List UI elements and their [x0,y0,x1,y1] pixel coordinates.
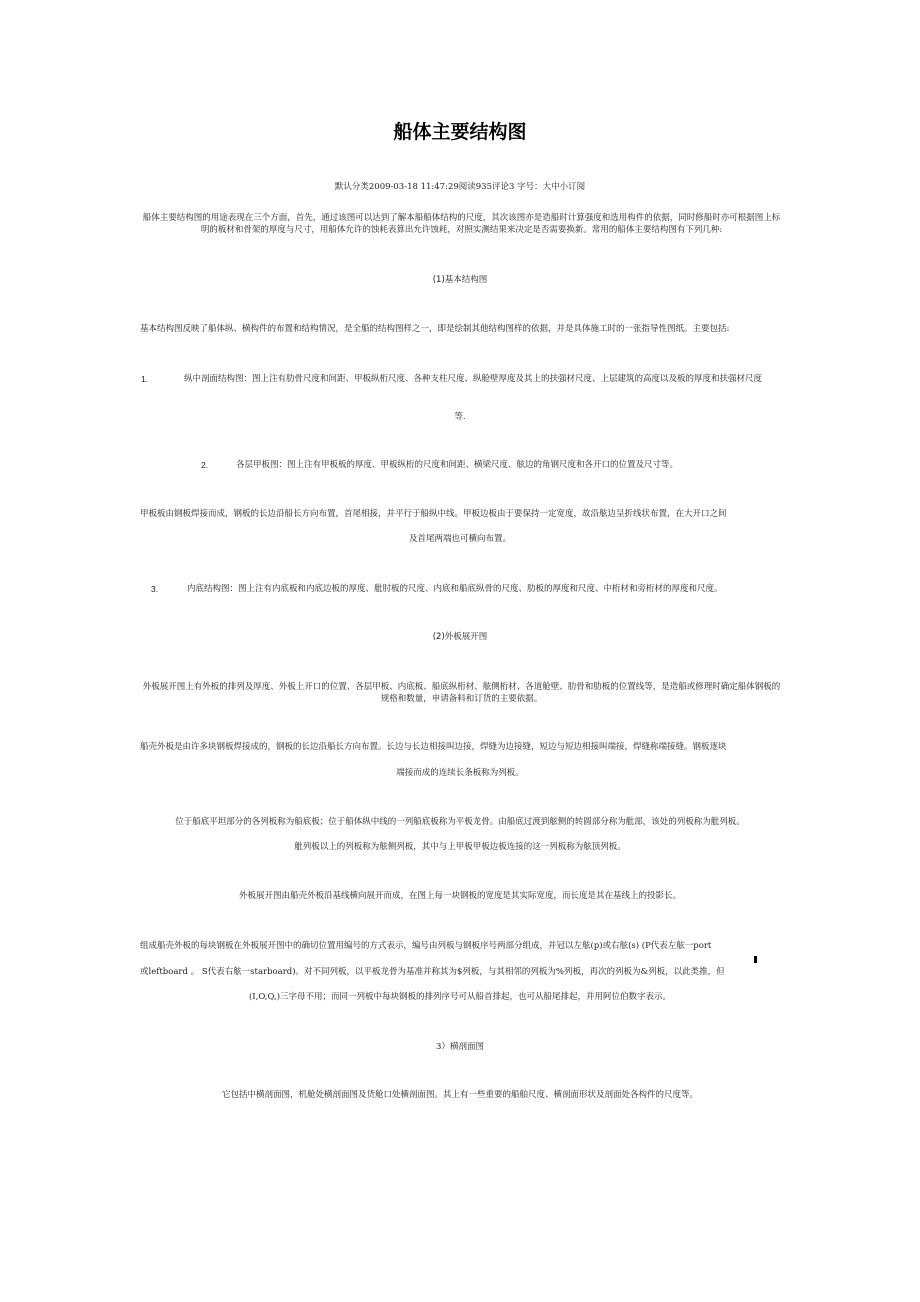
plate-numbering-line-2: 或leftboard 。 S代表右舷一starboard)。对不同列板，以平板龙骨为基准并称其为$列板，与其相邻的列板为%列板，再次的列板为&列板，以此类推，但 [140,967,725,977]
intro-paragraph: 船体主要结构图的用途表现在三个方面，首先，通过该图可以达到了解本船船体结构的尺度，其次该图亦是造船时计算强度和选用构件的依据，同时修船时亦可根据图上标明的板材和骨架的厚度与尺寸，用船体允许的蚀耗表算出允许蚀耗，对照实测结果来决定是否需要换新。常用的船体主要结构图有下列几种: [142,213,781,235]
expansion-drawing-paragraph: 外板展开图由船壳外板沿基线横向展开而成，在图上每一块钢板的宽度是其实际宽度，而长度是其在基线上的投影长。 [238,891,681,901]
post-meta: 默认分类2009-03-18 11:47:29阅读935评论3 字号：大中小订阅 [334,182,586,192]
section-heading-basic-structure: (1)基本结构图 [432,275,488,285]
shell-expansion-paragraph: 外板展开图上有外板的排列及厚度、外板上开口的位置、各层甲板、内底板、船底纵桁材、舷侧桁材、各道舱壁、肋骨和肋板的位置线等，是造船或修理时确定船体钢板的规格和数量，申请备料和订货的主要依据。 [142,682,781,704]
deck-paragraph-line-1: 甲板板由钢板焊接而成，钢板的长边沿船长方向布置，首尾相接，并平行于船纵中线。甲板边板由于要保持一定宽度，故沿舷边呈折线状布置，在大开口之间 [140,509,727,519]
cross-section-paragraph: 它包括中横剖面图，机舱处横剖面图及货舱口处横剖面图。其上有一些重要的船舶尺度、横剖面形状及剖面处各构件的尺度等。 [221,1090,698,1100]
shell-plating-line-1: 船壳外板是由许多块钢板焊接成的，钢板的长边沿船长方向布置。长边与长边相接叫边接，焊缝为边接缝，短边与短边相接叫端接，焊缝称端接缝。钢板逐块 [140,742,727,752]
section-heading-shell-expansion: (2)外板展开图 [432,632,488,642]
bottom-plating-line-1: 位于船底平坦部分的各列板称为船底板；位于船体纵中线的一列船底板称为平板龙骨。由船底过渡到舷侧的转圆部分称为舭部，该处的列板称为舭列板。 [175,817,745,827]
list-item-3-text: 内底结构图：图上注有内底板和内底边板的厚度、舭肘板的尺度、内底和船底纵骨的尺度、肋板的厚度和尺度、中桁材和旁桁材的厚度和尺度。 [187,584,723,594]
basic-structure-intro: 基本结构图反映了船体纵、横构件的布置和结构情况，是全船的结构图样之一，即是绘制其他结构图样的依据，并是具体施工时的一张指导性图纸。主要包括: [140,324,730,334]
list-number-3: 3. [151,584,159,594]
list-number-2: 2. [201,460,209,470]
list-number-1: 1. [141,374,149,384]
list-item-1-text: 纵中剖面结构图：图上注有肋骨尺度和间距、甲板纵桁尺度、各种支柱尺度、纵舱壁厚度及其上的扶强材尺度、上层建筑的高度以及板的厚度和扶强材尺度 [183,374,762,384]
bottom-plating-line-2: 舭列板以上的列板称为舷侧列板，其中与上甲板甲板边板连接的这一列板称为舷顶列板。 [294,842,626,852]
page-title: 船体主要结构图 [393,120,527,143]
section-heading-cross-section: 3）横剖面图 [436,1042,484,1052]
list-item-1-end: 等. [454,412,466,422]
stray-mark [754,956,757,963]
plate-numbering-line-1: 组成船壳外板的每块钢板在外板展开图中的确切位置用编号的方式表示，编号由列板与钢板序号两部分组成，并冠以左舷(p)或右舷(s) (P代表左舷一port [140,941,712,951]
deck-paragraph-line-2: 及首尾两端也可横向布置。 [408,534,511,544]
plate-numbering-line-3: (I,O,Q,)三字母不用；而同一列板中每块钢板的排列序号可从船首排起，也可从船尾排起，并用阿位伯数字表示。 [248,992,672,1002]
list-item-2-text: 各层甲板图：图上注有甲板板的厚度、甲板纵桁的尺度和间距、横梁尺度、舷边的角钢尺度和各开口的位置及尺寸等。 [236,460,679,470]
shell-plating-line-2: 端接而成的连续长条板称为列板。 [396,768,524,778]
